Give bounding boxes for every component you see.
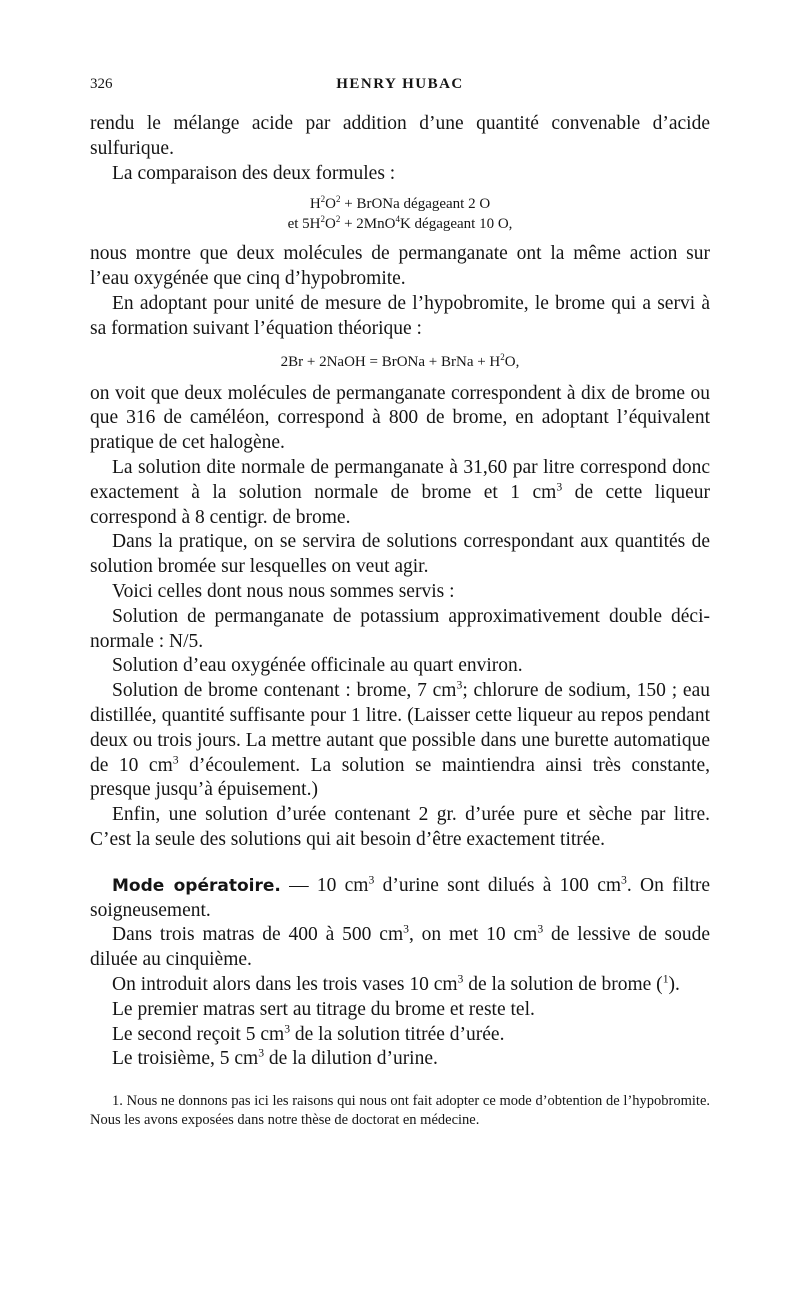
- footnote-number: 1.: [112, 1093, 123, 1110]
- paragraph: Mode opératoire. — 10 $cm^3$ d’urine sont dilués à 100 $cm^3$. On filtre soigneusement.: [90, 873, 711, 921]
- paragraph: On introduit alors dans les trois vases 10 $cm^3$ de la solution de brome ($^1$).: [112, 972, 680, 995]
- paragraph: En adoptant pour unité de mesure de l’hypobromite, le brome qui a servi à sa formation suivant l’équation théorique :: [90, 292, 710, 339]
- paragraph: Solution de permanganate de potassium approximativement double déci-normale : N/5.: [90, 605, 710, 652]
- equation: 2Br + 2NaOH = BrONa + BrNa + $H^2O$,: [280, 351, 520, 370]
- page-header: [90, 76, 710, 102]
- footnote-text: Nous ne donnons pas ici les raisons qui nous ont fait adopter ce mode d’obtention de l’hypobromite. Nous les avons exposées dans notre thèse de doctorat en médecine.: [90, 1093, 710, 1129]
- page-body: [90, 112, 710, 1130]
- section-label: Mode opératoire.: [112, 875, 281, 896]
- paragraph: La solution dite normale de permanganate à 31,60 par litre correspond donc exactement à la solution normale de brome et 1 $cm^3$ de cette liqueur correspond à 8 centigr. de brome.: [90, 456, 710, 528]
- equation: et $5H^2O^2 + 2MnO^4K$ dégageant 10 O,: [287, 214, 513, 233]
- paragraph: Dans trois matras de 400 à 500 $cm^3$, on met 10 $cm^3$ de lessive de soude diluée au cinquième.: [90, 922, 710, 971]
- page-number: 326: [90, 76, 113, 92]
- paragraph: Solution de brome contenant : brome, 7 $cm^3$; chlorure de sodium, 150 ; eau distillée, quantité suffisante pour 1 litre. (Laisser cette liqueur au repos pendant deux ou trois jours. La mettre autant que possible dans une burette automatique de 10 $cm^3$ d’écoulement. La solution se maintiendra ainsi très constante, presque jusqu’à épuisement.): [90, 678, 710, 801]
- paragraph: Le second reçoit 5 $cm^3$ de la solution titrée d’urée.: [112, 1022, 505, 1045]
- running-title: HENRY HUBAC: [336, 76, 464, 92]
- paragraph: Dans la pratique, on se servira de solutions correspondant aux quantités de solution bromée sur lesquelles on veut agir.: [90, 531, 710, 578]
- footnote-ref: 1: [662, 972, 669, 986]
- paragraph: on voit que deux molécules de permanganate correspondent à dix de brome ou que 316 de caméléon, correspond à 800 de brome, en adoptant l’équivalent pratique de cet halogène.: [90, 382, 710, 454]
- equation: $H^2O^2$ + BrONa dégageant 2 O: [309, 194, 491, 213]
- paragraph: Enfin, une solution d’urée contenant 2 gr. d’urée pure et sèche par litre. C’est la seule des solutions qui ait besoin d’être exactement titrée.: [90, 804, 710, 850]
- footnote: [90, 1092, 710, 1130]
- paragraph: Le troisième, 5 $cm^3$ de la dilution d’urine.: [112, 1046, 438, 1070]
- paragraph: La comparaison des deux formules :: [112, 162, 396, 184]
- paragraph: Solution d’eau oxygénée officinale au quart environ.: [112, 655, 523, 677]
- paragraph: nous montre que deux molécules de permanganate ont la même action sur l’eau oxygénée que cinq d’hypobromite.: [90, 243, 710, 290]
- paragraph: rendu le mélange acide par addition d’une quantité convenable d’acide sulfurique.: [90, 113, 710, 159]
- paragraph: Le premier matras sert au titrage du brome et reste tel.: [112, 998, 535, 1020]
- paragraph: Voici celles dont nous nous sommes servis :: [112, 580, 455, 602]
